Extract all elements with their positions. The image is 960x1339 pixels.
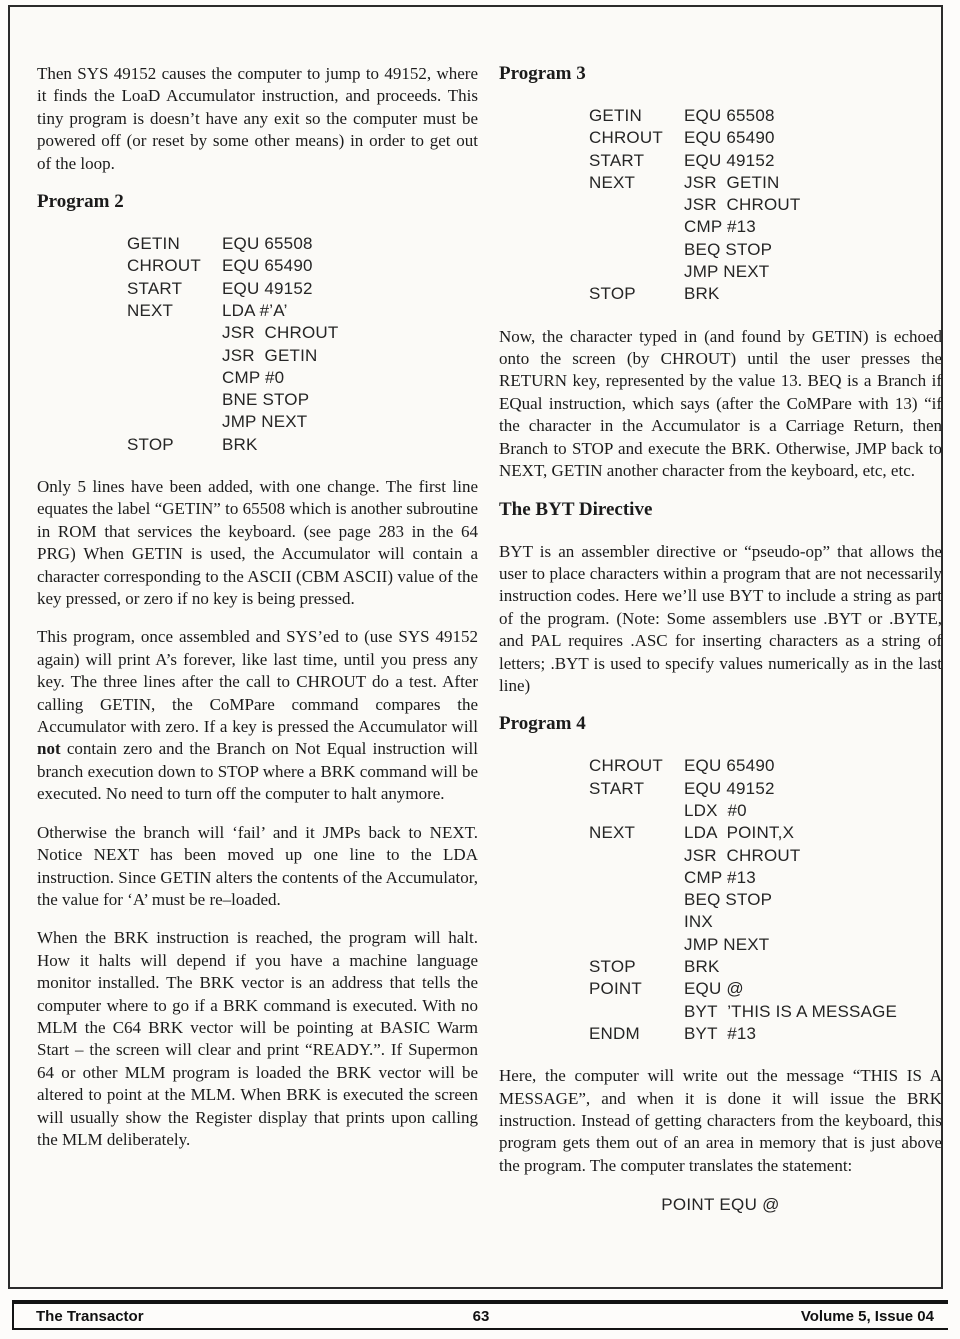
code-line-label [127,389,222,411]
program-4-heading: Program 4 [499,713,586,735]
code-line [127,233,478,255]
program-3-listing [589,105,942,306]
code-line-label: GETIN [127,234,180,254]
code-line-label: STOP [127,434,174,454]
code-line [127,345,478,367]
code-line-label: ENDM [589,1023,640,1043]
code-line-instruction: EQU 65490 [222,256,313,276]
point-equ-statement: POINT EQU @ [661,1195,780,1215]
code-line-label [589,911,684,933]
paragraph-assembled-bold: not [37,739,61,759]
paragraph-byt: BYT is an assembler directive or “pseudo-op” that allows the user to place characters within a program that are not necessarily instruction codes. Here we’ll use BYT to include a string as part of the program. (Note: Some assemblers use .BYT or .BYTE, and PAL requires .ASC for inserting characters as a string of letters; .BYT is used to specify values numerically as in the last line) [499,541,942,695]
paragraph-here-message: Here, the computer will write out the message “THIS IS A MESSAGE”, and when it is done it will issue the BRK instruction. Instead of getting characters from the keyboard, this program gets them out of an area in memory that is just above the program. The computer translates the statement: [499,1066,942,1175]
code-line-label [589,1001,684,1023]
code-line-label [589,867,684,889]
code-line-label: STOP [589,957,636,977]
code-line-label [589,934,684,956]
code-line [127,389,478,411]
code-line-instruction: JSR CHROUT [684,845,801,865]
code-line [589,800,942,822]
code-line-instruction: INX [684,912,713,932]
code-line-label [589,800,684,822]
code-line-instruction: BRK [222,434,258,454]
code-line-instruction: JSR CHROUT [684,195,801,215]
code-line-label: NEXT [127,300,174,320]
paragraph-assembled-after: contain zero and the Branch on Not Equal instruction will branch execution down to STOP where a BRK command will be executed. No need to turn off the computer to halt anymore. [37,739,478,804]
code-line-label: CHROUT [589,128,663,148]
code-line-label: CHROUT [127,256,201,276]
code-line-instruction: JMP NEXT [222,412,308,432]
code-line [589,867,942,889]
code-line [589,1023,942,1045]
code-line-instruction: EQU 65508 [222,234,313,254]
footer-page-number: 63 [472,1307,490,1325]
code-line [127,411,478,433]
paragraph-otherwise: Otherwise the branch will ‘fail’ and it JMPs back to NEXT. Notice NEXT has been moved up one line to the LDA instruction. Since GETIN alters the contents of the Accumulator, the value for ‘A’ must be re–loaded. [37,822,478,909]
code-line [589,239,942,261]
code-line [127,278,478,300]
code-line [589,150,942,172]
code-line-label [127,345,222,367]
code-line-instruction: EQU 49152 [684,150,775,170]
code-line-instruction: BNE STOP [222,390,310,410]
code-line-label [589,845,684,867]
code-line-label [589,194,684,216]
code-line-instruction: EQU 65490 [684,128,775,148]
code-line [127,300,478,322]
code-line [589,172,942,194]
code-line-instruction: JSR CHROUT [222,323,339,343]
code-line [589,283,942,305]
code-line-label [589,889,684,911]
code-line-instruction: BRK [684,284,720,304]
code-line-instruction: LDA POINT,X [684,823,795,843]
code-line-label: START [589,150,645,170]
program-4-listing [589,755,942,1045]
code-line-instruction: LDX #0 [684,800,747,820]
code-line-instruction: BEQ STOP [684,239,773,259]
code-line-instruction: CMP #0 [222,367,285,387]
code-line-instruction: BYT #13 [684,1023,757,1043]
footer-issue-label: Volume 5, Issue 04 [800,1307,934,1325]
code-line [127,255,478,277]
code-line-instruction: JMP NEXT [684,934,770,954]
code-line [589,911,942,933]
paragraph-assembled-before: This program, once assembled and SYS’ed to (use SYS 49152 again) will print A’s forever, like last time, until you press any key. The three lines after the call to CHROUT do a test. After calling GETIN, the CoMPare command compares the Accumulator with zero. If a key is pressed the Accumulator will [37,627,478,737]
right-column [499,63,942,1215]
paragraph-now-character: Now, the character typed in (and found by GETIN) is echoed onto the screen (by CHROUT) until the user presses the RETURN key, represented by the value 13. BEQ is a Branch if EQual instruction, which says (after the CoMPare with 13) “if the character in the Accumulator is a Carriage Return, then Branch to STOP and execute the BRK. Otherwise, JMP back to NEXT, GETIN another character from the keyboard, etc, etc. [499,326,942,481]
paragraph-only5: Only 5 lines have been added, with one change. The first line equates the label “GETIN” to 65508 which is another subroutine in ROM that services the keyboard. (see page 283 in the 64 PRG) When GETIN is used, the Accumulator will contain a character corresponding to the ASCII (CBM ASCII) value of the key pressed, or zero if no key is being pressed. [37,477,478,609]
code-line [127,322,478,344]
byt-directive-heading: The BYT Directive [499,498,653,520]
code-line [589,127,942,149]
program-3-heading: Program 3 [499,63,586,84]
paragraph-brk-vector: When the BRK instruction is reached, the program will halt. How it halts will depend if you have a machine language monitor installed. The BRK vector is an address that tells the computer where to go if a BRK command is executed. With no MLM the C64 BRK vector will be pointing at BASIC Warm Start – the screen will clear and print “READY.”. If Supermon 64 or other MLM program is loaded the BRK vector will be altered to point at the MLM. When BRK is executed the screen will usually show the Register display that prints upon calling the MLM deliberately. [37,928,478,1149]
code-line [589,755,942,777]
paragraph-intro: Then SYS 49152 causes the computer to jump to 49152, where it finds the LoaD Accumulator instruction, and proceeds. This tiny program is doesn’t have any exit so the computer must be powered off (or reset by some other means) in order to get out of the loop. [37,64,478,173]
code-line-label: POINT [589,979,642,999]
code-line-label: START [589,778,645,798]
code-line [589,978,942,1000]
code-line-label [589,239,684,261]
left-column [37,63,478,1167]
code-line-label [127,411,222,433]
code-line-instruction: JSR GETIN [684,172,780,192]
code-line-label: START [127,278,183,298]
code-line [589,889,942,911]
code-line-instruction: BYT ’THIS IS A MESSAGE [684,1001,898,1021]
code-line [589,105,942,127]
code-line-instruction: EQU 65508 [684,106,775,125]
code-line-label: STOP [589,284,636,304]
code-line-label [589,216,684,238]
program-2-heading: Program 2 [37,191,124,213]
code-line [127,367,478,389]
code-line-label [127,367,222,389]
code-line [127,434,478,456]
code-line-instruction: BRK [684,957,720,977]
code-line-label [589,261,684,283]
code-line-instruction: BEQ STOP [684,890,773,910]
footer-magazine-title: The Transactor [36,1307,144,1325]
code-line-label: NEXT [589,172,636,192]
code-line-instruction: EQU 49152 [222,278,313,298]
code-line [589,216,942,238]
paragraph-assembled [37,626,478,805]
code-line-instruction: JSR GETIN [222,345,318,365]
code-line-label [127,322,222,344]
code-line-instruction: EQU @ [684,979,744,999]
code-line-instruction: CMP #13 [684,217,756,237]
page-footer [12,1300,948,1330]
code-line-label: NEXT [589,823,636,843]
page-border-frame [8,5,943,1289]
code-line [589,956,942,978]
code-line [589,194,942,216]
code-line-instruction: LDA #’A’ [222,300,288,320]
code-line [589,778,942,800]
code-line-instruction: EQU 65490 [684,756,775,776]
program-2-listing [127,233,478,456]
code-line [589,822,942,844]
code-line-instruction: CMP #13 [684,867,756,887]
code-line-label: GETIN [589,106,642,125]
code-line-label: CHROUT [589,756,663,776]
code-line-instruction: JMP NEXT [684,262,770,282]
code-line [589,934,942,956]
code-line [589,1001,942,1023]
code-line-instruction: EQU 49152 [684,778,775,798]
code-line [589,845,942,867]
code-line [589,261,942,283]
